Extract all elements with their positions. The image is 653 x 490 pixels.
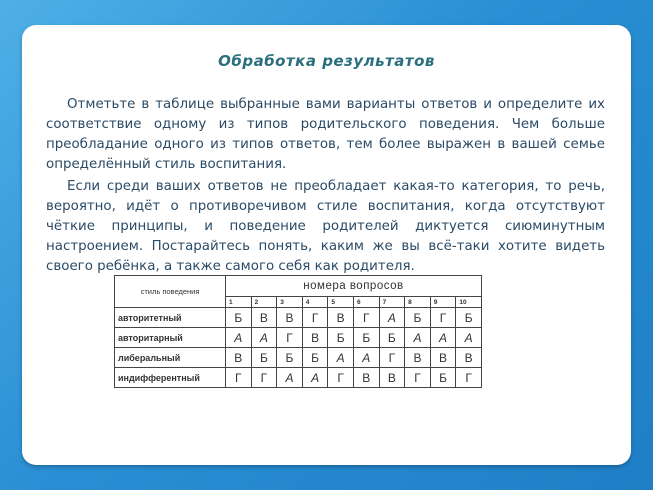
answer-cell: В [379,368,405,388]
question-number: 3 [277,297,303,308]
question-number: 9 [430,297,456,308]
style-label: индифферентный [115,368,226,388]
table-row [115,328,482,348]
answer-cell: А [456,328,482,348]
style-label: авторитетный [115,308,226,328]
answer-cell: Б [353,328,379,348]
question-number: 2 [251,297,277,308]
answer-cell: А [226,328,252,348]
answer-cell: А [430,328,456,348]
answer-cell: Б [405,308,431,328]
answer-cell: В [353,368,379,388]
answer-cell: В [430,348,456,368]
answer-cell: Б [226,308,252,328]
question-number: 8 [405,297,431,308]
answer-cell: Б [302,348,328,368]
style-label: авторитарный [115,328,226,348]
answer-cell: А [353,348,379,368]
question-number: 1 [226,297,252,308]
answer-cell: Г [302,308,328,328]
answer-cell: Г [328,368,354,388]
table-row [115,348,482,368]
answer-cell: Г [251,368,277,388]
style-header: стиль поведения [115,276,226,308]
answer-cell: Б [430,368,456,388]
table-row [115,368,482,388]
question-number: 10 [456,297,482,308]
answer-cell: В [277,308,303,328]
answer-cell: А [379,308,405,328]
answer-cell: Б [328,328,354,348]
answer-cell: В [405,348,431,368]
answer-cell: А [328,348,354,368]
answer-cell: Г [379,348,405,368]
answer-cell: Б [456,308,482,328]
answer-cell: Б [379,328,405,348]
answer-cell: Г [430,308,456,328]
question-number: 5 [328,297,354,308]
answer-cell: Г [456,368,482,388]
answer-cell: А [277,368,303,388]
instruction-paragraph-1: Отметьте в таблице выбранные вами варианты ответов и определите их соответствие одному из типов родительского поведения. Чем больше преобладание одного из типов ответов, тем более выражен в вашей семье определённый стиль воспитания. [46,97,605,172]
slide-card [22,25,631,465]
instruction-paragraph-2: Если среди ваших ответов не преобладает какая-то категория, то речь, вероятно, идёт о противоречивом стиле воспитания, когда отсутствуют чёткие принципы, и поведение родителей диктуется сиюминутным настроением. Постарайтесь понять, каким же вы всё-таки хотите видеть своего ребёнка, а также самого себя как родителя. [46,179,605,274]
answer-cell: В [251,308,277,328]
slide-title: Обработка результатов [218,52,435,70]
question-number: 7 [379,297,405,308]
question-number: 4 [302,297,328,308]
answer-cell: Б [277,348,303,368]
results-table [114,275,482,388]
questions-header: номера вопросов [226,276,482,297]
answer-cell: В [456,348,482,368]
answer-cell: А [405,328,431,348]
question-number: 6 [353,297,379,308]
answer-cell: Г [353,308,379,328]
answer-cell: Г [226,368,252,388]
results-table-body [115,308,482,388]
table-row [115,308,482,328]
answer-cell: В [302,328,328,348]
answer-cell: Г [277,328,303,348]
answer-cell: А [302,368,328,388]
answer-cell: В [328,308,354,328]
answer-cell: А [251,328,277,348]
style-label: либеральный [115,348,226,368]
answer-cell: Г [405,368,431,388]
answer-cell: В [226,348,252,368]
answer-cell: Б [251,348,277,368]
